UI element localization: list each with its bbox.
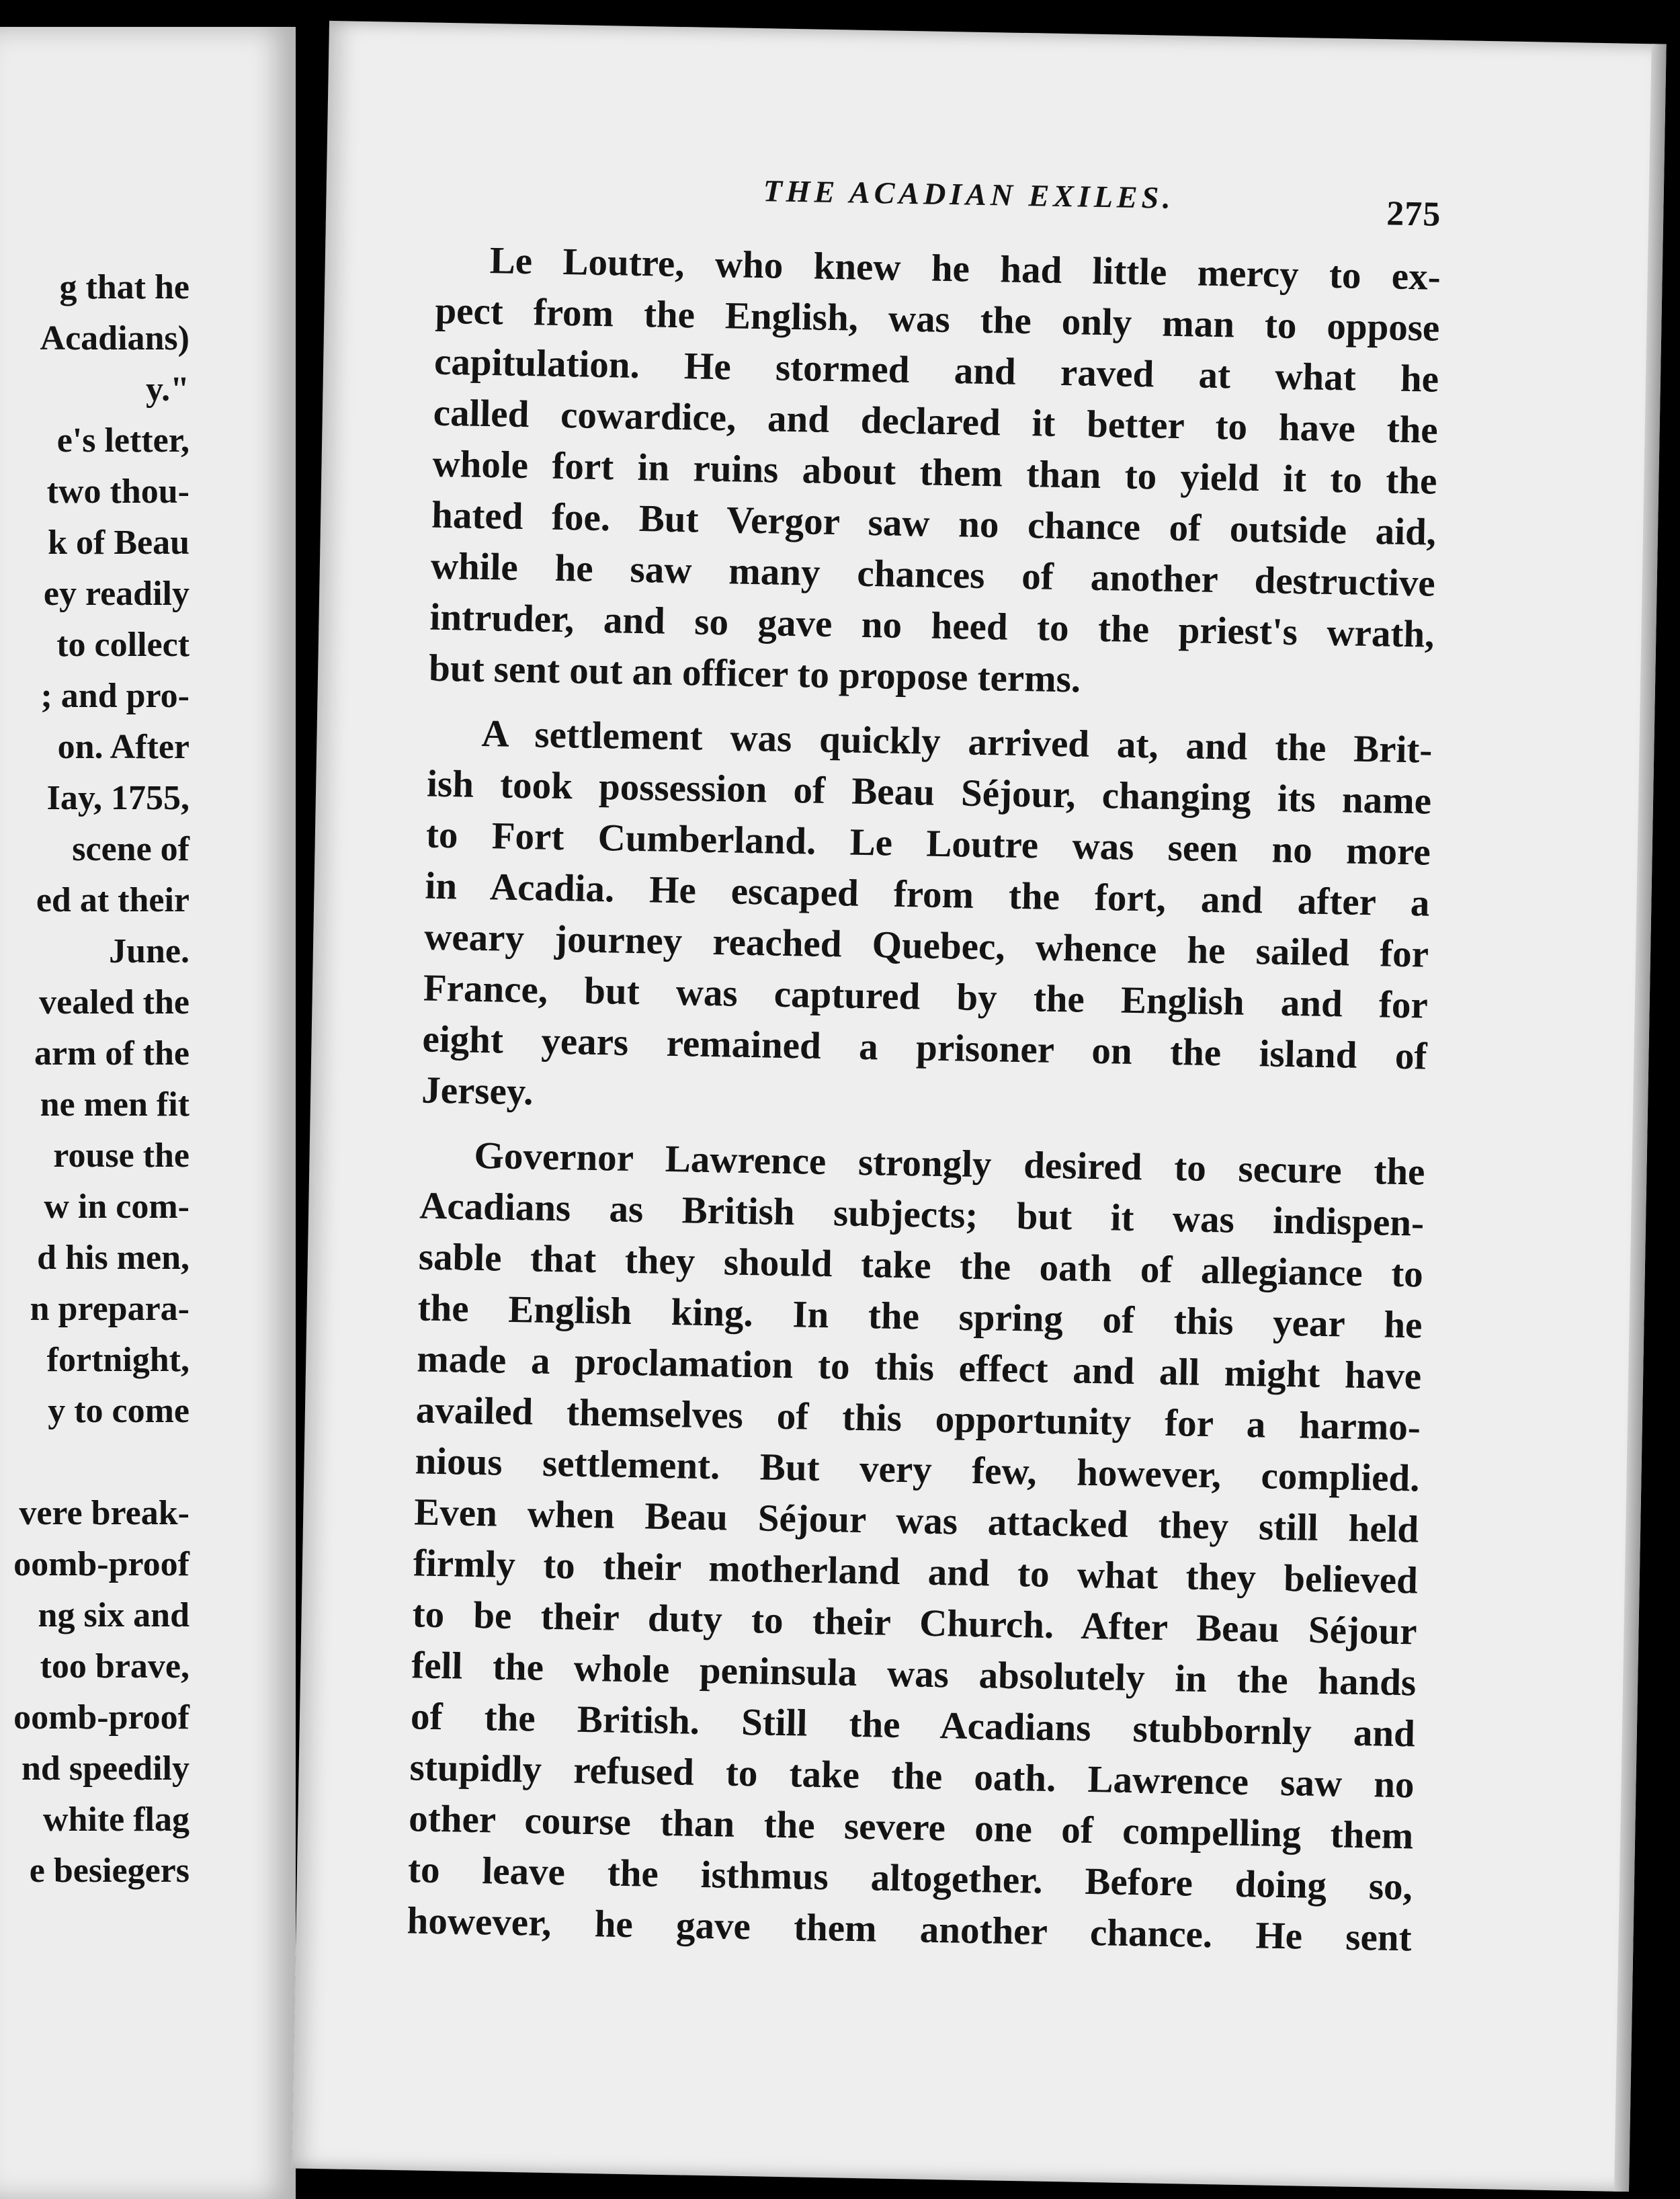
previous-page-line: white flag (42, 1800, 190, 1839)
text-line: France, but was captured by the English and for (423, 966, 1429, 1027)
previous-page-line: n prepara- (30, 1290, 190, 1328)
running-head (327, 165, 1664, 234)
previous-page-line: ey readily (43, 575, 190, 613)
text-line: intruder, and so gave no heed to the priest's wrath, (429, 595, 1435, 656)
text-line: stupidly refused to take the oath. Lawrence saw no (409, 1746, 1415, 1807)
previous-page-line: oomb-proof (13, 1698, 190, 1737)
previous-page-text (0, 262, 190, 1897)
body-text (407, 235, 1441, 1964)
text-line: to Fort Cumberland. Le Loutre was seen no more (425, 813, 1431, 874)
previous-page-line (0, 1437, 190, 1488)
previous-page-line: k of Beau (48, 524, 190, 562)
text-line: other course than the severe one of compelling them (408, 1797, 1414, 1858)
text-line: whole fort in ruins about them than to yield it to the (432, 442, 1437, 503)
text-line: made a proclamation to this effect and all might have (416, 1337, 1422, 1398)
text-line: called cowardice, and declared it better to have the (433, 391, 1439, 452)
current-page (292, 21, 1666, 2192)
previous-page-line: nd speedily (22, 1749, 190, 1788)
previous-page-line: y." (146, 370, 190, 409)
paragraph (421, 708, 1433, 1134)
text-line: in Acadia. He escaped from the fort, and after a (425, 864, 1430, 925)
previous-page-line: d his men, (37, 1239, 190, 1277)
text-line: ish took possession of Beau Séjour, changing its name (426, 762, 1432, 823)
previous-page-line: too brave, (40, 1647, 190, 1686)
previous-page-line: ne men fit (40, 1085, 190, 1124)
text-line: pect from the English, was the only man to oppose (434, 289, 1440, 349)
previous-page (0, 27, 296, 2199)
text-line: to leave the isthmus altogether. Before doing so, (407, 1848, 1413, 1909)
text-line: the English king. In the spring of this year he (417, 1286, 1423, 1347)
page-edge (1614, 44, 1667, 2192)
text-line: weary journey reached Quebec, whence he sailed for (423, 915, 1429, 976)
previous-page-line: to collect (56, 626, 190, 664)
previous-page-line: vealed the (39, 983, 190, 1022)
paragraph (407, 1130, 1425, 1964)
text-line: fell the whole peninsula was absolutely in the hands (411, 1644, 1417, 1704)
previous-page-line: vere break- (19, 1494, 190, 1532)
paragraph (429, 235, 1441, 712)
previous-page-line: y to come (48, 1392, 190, 1430)
text-line: Jersey. (421, 1069, 534, 1114)
previous-page-line: fortnight, (46, 1341, 190, 1379)
text-line: of the British. Still the Acadians stubbornly and (410, 1695, 1416, 1755)
text-line: eight years remained a prisoner on the island of (422, 1018, 1427, 1078)
text-line: Acadians as British subjects; but it was indispen- (419, 1184, 1425, 1245)
running-title: THE ACADIAN EXILES. (763, 173, 1175, 215)
previous-page-line: ; and pro- (40, 677, 190, 715)
text-line: nious settlement. But very few, however, complied. (415, 1440, 1420, 1500)
previous-page-line: ed at their (36, 881, 190, 919)
previous-page-line: June. (109, 932, 190, 970)
page-number: 275 (1386, 194, 1441, 234)
text-line: while he saw many chances of another destructive (430, 544, 1436, 605)
text-line: but sent out an officer to propose terms. (428, 647, 1081, 701)
text-line: availed themselves of this opportunity for a harmo- (415, 1388, 1421, 1449)
text-line: to be their duty to their Church. After Beau Séjour (412, 1593, 1418, 1653)
previous-page-line: oomb-proof (13, 1545, 190, 1583)
text-line: sable that they should take the oath of allegiance to (418, 1235, 1424, 1296)
previous-page-line: scene of (72, 830, 190, 868)
previous-page-line: w in com- (44, 1188, 190, 1226)
text-line: however, he gave them another chance. He sent (407, 1899, 1413, 1960)
previous-page-line: e besiegers (29, 1852, 190, 1890)
text-line: A settlement was quickly arrived at, and the Brit- (481, 712, 1433, 772)
previous-page-line: Acadians) (40, 319, 190, 358)
previous-page-line: Iay, 1755, (46, 779, 190, 817)
previous-page-line: e's letter, (56, 421, 190, 460)
previous-page-line: ng six and (38, 1596, 190, 1634)
text-line: capitulation. He stormed and raved at what he (433, 340, 1439, 401)
previous-page-line: g that he (59, 268, 190, 306)
text-line: Even when Beau Séjour was attacked they still held (413, 1491, 1419, 1551)
text-line: Governor Lawrence strongly desired to secure the (474, 1134, 1425, 1194)
text-line: Le Loutre, who knew he had little mercy to ex- (489, 239, 1441, 298)
previous-page-line: on. After (57, 728, 190, 766)
text-line: hated foe. But Vergor saw no chance of outside aid, (431, 493, 1437, 554)
previous-page-line: arm of the (34, 1034, 190, 1073)
previous-page-line: rouse the (53, 1136, 190, 1175)
previous-page-line: two thou- (46, 472, 190, 511)
text-line: firmly to their motherland and to what they believed (413, 1542, 1419, 1602)
